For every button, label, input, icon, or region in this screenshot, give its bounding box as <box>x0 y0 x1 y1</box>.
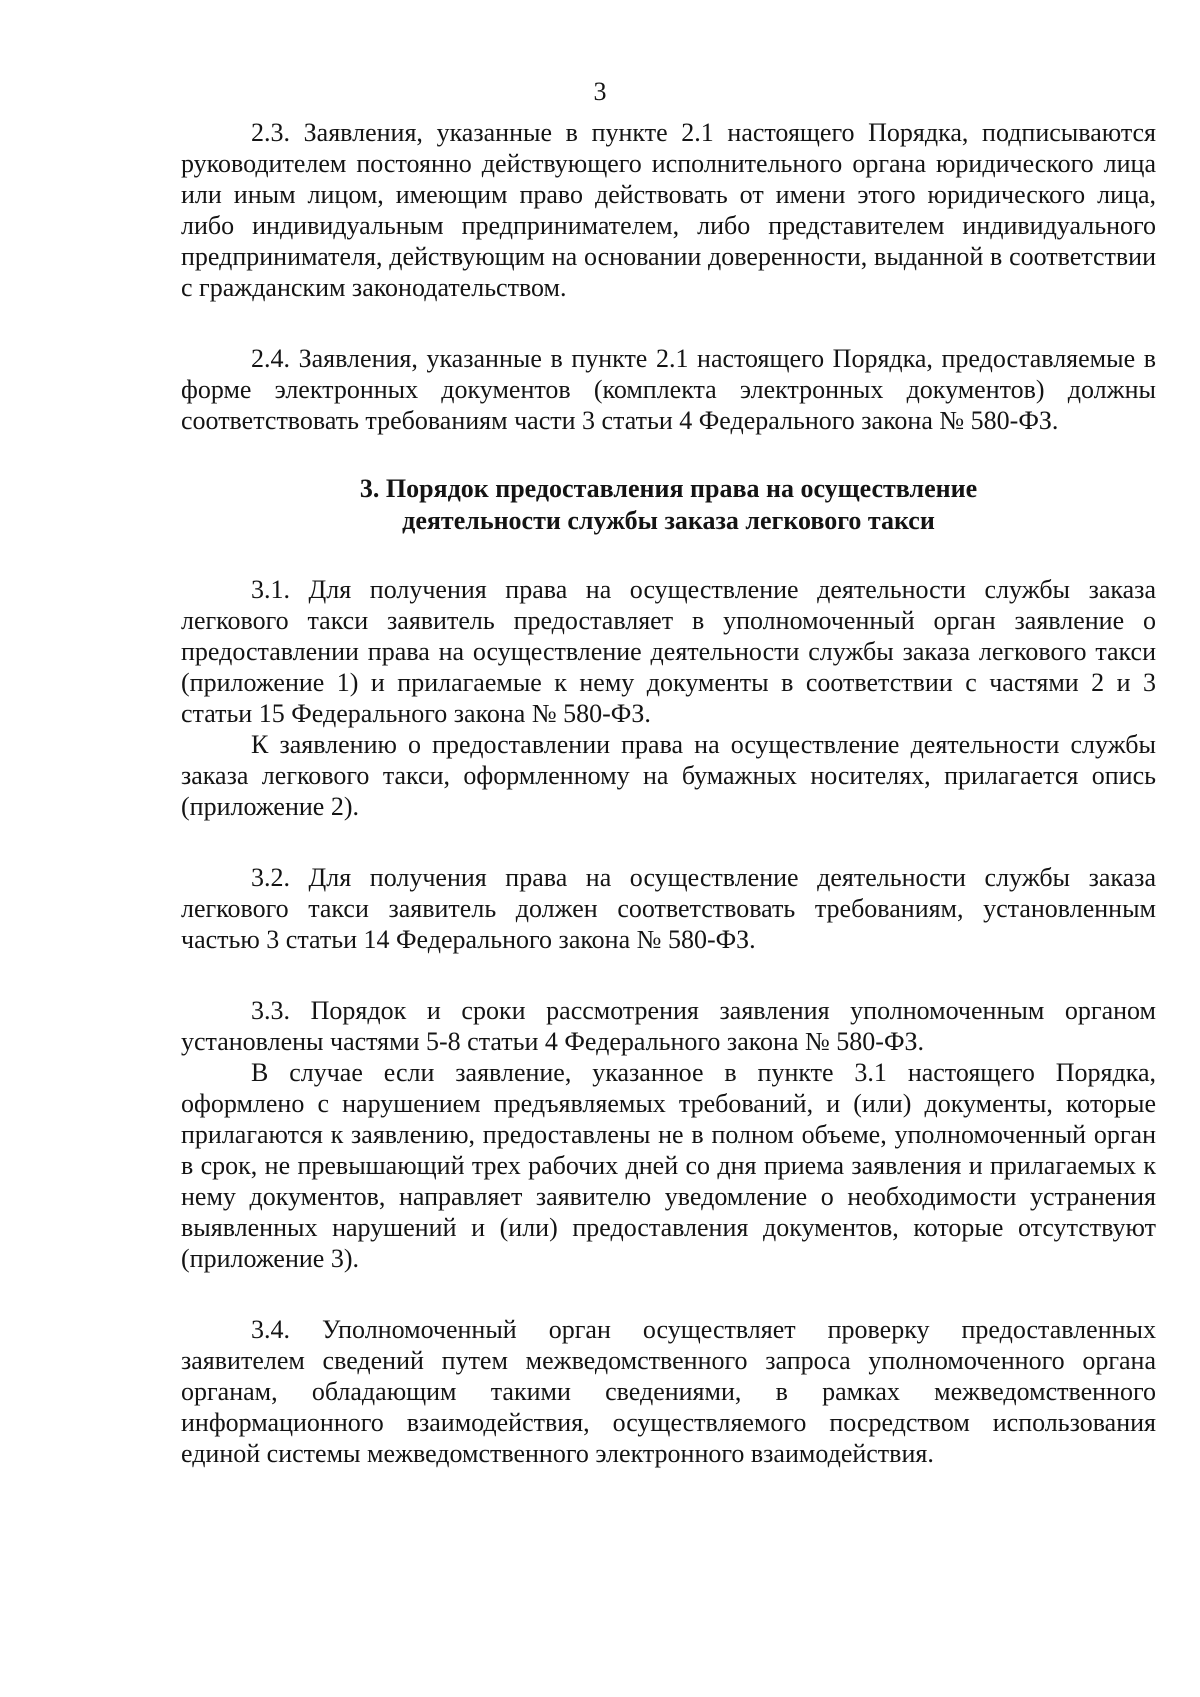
paragraph-3-4: 3.4. Уполномоченный орган осуществляет проверку предоставленных заявителем сведений путем межведомственного запроса уполномоченного органа органам, обладающим такими сведениями, в рамках межведомственного информационного взаимодействия, осуществляемого посредством использования единой системы межведомственного электронного взаимодействия. <box>181 1315 1156 1468</box>
paragraph-3-3-notice: В случае если заявление, указанное в пункте 3.1 настоящего Порядка, оформлено с нарушением предъявляемых требований, и (или) документы, которые прилагаются к заявлению, предоставлены не в полном объеме, уполномоченный орган в срок, не превышающий трех рабочих дней со дня приема заявления и прилагаемых к нему документов, направляет заявителю уведомление о необходимости устранения выявленных нарушений и (или) предоставления документов, которые отсутствуют (приложение 3). <box>181 1058 1156 1273</box>
paragraph-gap <box>181 537 1156 574</box>
paragraph-3-3: 3.3. Порядок и сроки рассмотрения заявления уполномоченным органом установлены частями 5-8 статьи 4 Федерального закона № 580-ФЗ. <box>181 996 1156 1056</box>
paragraph-gap <box>181 436 1156 473</box>
paragraph-gap <box>181 1274 1156 1314</box>
paragraph-gap <box>181 955 1156 995</box>
paragraph-3-2: 3.2. Для получения права на осуществление деятельности службы заказа легкового такси заявитель должен соответствовать требованиям, установленным частью 3 статьи 14 Федерального закона № 580-ФЗ. <box>181 863 1156 954</box>
section-3-heading-line-2: деятельности службы заказа легкового такси <box>402 506 935 535</box>
paragraph-gap <box>181 822 1156 862</box>
document-body <box>181 117 1156 1469</box>
paragraph-gap <box>181 303 1156 343</box>
page-number: 3 <box>593 77 607 106</box>
paragraph-2-3: 2.3. Заявления, указанные в пункте 2.1 настоящего Порядка, подписываются руководителем постоянно действующего исполнительного органа юридического лица или иным лицом, имеющим право действовать от имени этого юридического лица, либо индивидуальным предпринимателем, либо представителем индивидуального предпринимателя, действующим на основании доверенности, выданной в соответствии с гражданским законодательством. <box>181 118 1156 302</box>
paragraph-3-1: 3.1. Для получения права на осуществление деятельности службы заказа легкового такси заявитель предоставляет в уполномоченный орган заявление о предоставлении права на осуществление деятельности службы заказа легкового такси (приложение 1) и прилагаемые к нему документы в соответствии с частями 2 и 3 статьи 15 Федерального закона № 580-ФЗ. <box>181 575 1156 728</box>
paragraph-2-4: 2.4. Заявления, указанные в пункте 2.1 настоящего Порядка, предоставляемые в форме электронных документов (комплекта электронных документов) должны соответствовать требованиям части 3 статьи 4 Федерального закона № 580-ФЗ. <box>181 344 1156 435</box>
section-3-heading-line-1: 3. Порядок предоставления права на осуществление <box>359 474 978 503</box>
paragraph-3-1-attachment: К заявлению о предоставлении права на осуществление деятельности службы заказа легкового такси, оформленному на бумажных носителях, прилагается опись (приложение 2). <box>181 730 1156 821</box>
